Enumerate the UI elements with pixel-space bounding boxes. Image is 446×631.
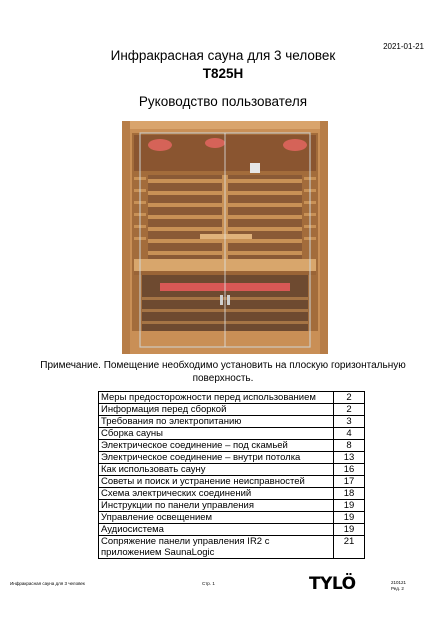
toc-entry-title: Сборка сауны [99, 428, 334, 440]
toc-row [99, 404, 365, 416]
toc-row [99, 536, 365, 559]
footer-document-name: Инфракрасная сауна для 3 человек [10, 581, 85, 586]
toc-entry-title: Управление освещением [99, 512, 334, 524]
tylo-logo: TYLÖ [309, 574, 356, 594]
toc-entry-page: 19 [334, 524, 365, 536]
toc-row [99, 452, 365, 464]
toc-row [99, 464, 365, 476]
footer-revision: Ред. 2 [391, 586, 404, 591]
toc-entry-title: Инструкции по панели управления [99, 500, 334, 512]
toc-row [99, 524, 365, 536]
document-subtitle: Руководство пользователя [138, 94, 308, 109]
toc-entry-title: Сопряжение панели управления IR2 с приложением SaunaLogic [99, 536, 334, 559]
toc-entry-page: 16 [334, 464, 365, 476]
document-title: Инфракрасная сауна для 3 человек [110, 48, 336, 63]
footer-code: 210121 [391, 580, 407, 585]
model-number: T825H [202, 66, 244, 81]
toc-entry-page: 19 [334, 500, 365, 512]
toc-entry-page: 3 [334, 416, 365, 428]
toc-entry-title: Меры предосторожности перед использованием [99, 392, 334, 404]
toc-entry-title: Как использовать сауну [99, 464, 334, 476]
toc-row [99, 416, 365, 428]
toc-entry-title: Информация перед сборкой [99, 404, 334, 416]
toc-row [99, 476, 365, 488]
toc-entry-title: Электрическое соединение – под скамьей [99, 440, 334, 452]
sauna-photo [120, 119, 330, 356]
toc-row [99, 392, 365, 404]
toc-entry-title: Схема электрических соединений [99, 488, 334, 500]
toc-row [99, 512, 365, 524]
footer-page-number: Стр. 1 [202, 581, 215, 586]
toc-entry-page: 19 [334, 512, 365, 524]
toc-row [99, 500, 365, 512]
toc-entry-page: 17 [334, 476, 365, 488]
toc-row [99, 428, 365, 440]
document-date: 2021-01-21 [383, 42, 424, 51]
toc-entry-page: 13 [334, 452, 365, 464]
toc-entry-title: Требования по электропитанию [99, 416, 334, 428]
toc-row [99, 488, 365, 500]
table-of-contents [98, 391, 365, 559]
footer-code-block [391, 580, 406, 592]
toc-entry-page: 18 [334, 488, 365, 500]
toc-entry-page: 2 [334, 404, 365, 416]
toc-entry-page: 8 [334, 440, 365, 452]
toc-entry-title: Аудиосистема [99, 524, 334, 536]
toc-entry-page: 21 [334, 536, 365, 559]
toc-row [99, 440, 365, 452]
toc-entry-title: Электрическое соединение – внутри потолка [99, 452, 334, 464]
toc-entry-title: Советы и поиск и устранение неисправностей [99, 476, 334, 488]
toc-entry-page: 2 [334, 392, 365, 404]
installation-note: Примечание. Помещение необходимо установить на плоскую горизонтальную поверхность. [40, 360, 406, 384]
toc-entry-page: 4 [334, 428, 365, 440]
